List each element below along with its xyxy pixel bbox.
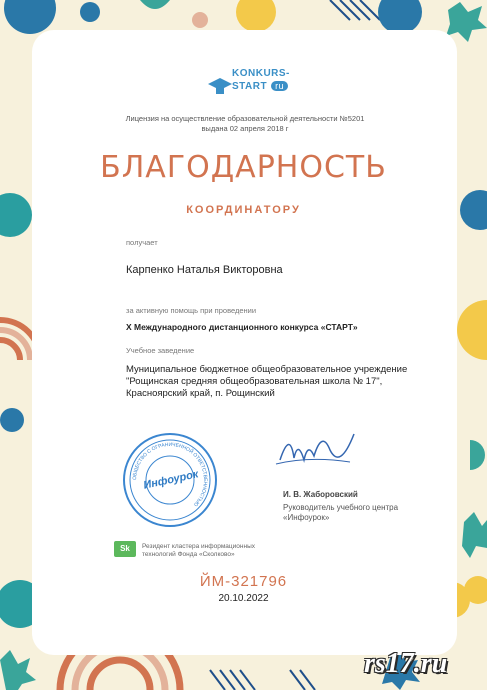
school-line2: "Рощинская средняя общеобразовательная школа № 17", (126, 376, 383, 387)
contest-name: X Международного дистанционного конкурса «СТАРТ» (126, 322, 358, 332)
stamp-ring-text: ОБЩЕСТВО С ОГРАНИЧЕННОЙ ОТВЕТСТВЕННОСТЬЮ (131, 441, 209, 508)
school-line1: Муниципальное бюджетное общеобразовательное учреждение (126, 364, 408, 375)
skolkovo-resident-text (142, 543, 282, 559)
site-watermark: rs17.ru (364, 648, 448, 679)
certificate-subtitle: КООРДИНАТОРУ (186, 204, 301, 216)
certificate-title: БЛАГОДАРНОСТЬ (100, 150, 387, 185)
logo-line2: START (232, 81, 268, 92)
skolkovo-line2: технологий Фонда «Сколково» (142, 551, 235, 558)
skolkovo-logo: Sk (114, 541, 136, 557)
logo-text (232, 68, 290, 93)
reason-label: за активную помощь при проведении (126, 306, 257, 315)
school-label: Учебное заведение (126, 346, 195, 355)
stamp-center-text: Инфоурок (142, 468, 200, 492)
document-id: ЙМ-321796 (199, 573, 288, 590)
signer-role-line2: «Инфоурок» (283, 513, 330, 522)
recipient-label: получает (126, 238, 158, 247)
document-date: 20.10.2022 (218, 593, 269, 604)
school-name (126, 364, 456, 400)
logo-line1: KONKURS- (232, 68, 290, 79)
signature (270, 420, 360, 480)
logo-suffix: ru (271, 81, 288, 91)
signer-role (283, 503, 413, 523)
school-line3: Красноярский край, п. Рощинский (126, 388, 275, 399)
skolkovo-line1: Резидент кластера информационных (142, 543, 255, 550)
license-text: Лицензия на осуществление образовательной деятельности №5201 выдана 02 апреля 2018 г (125, 114, 365, 133)
signer-role-line1: Руководитель учебного центра (283, 503, 399, 512)
recipient-name: Карпенко Наталья Викторовна (126, 264, 283, 276)
signer-name: И. В. Жаборовский (283, 490, 358, 499)
